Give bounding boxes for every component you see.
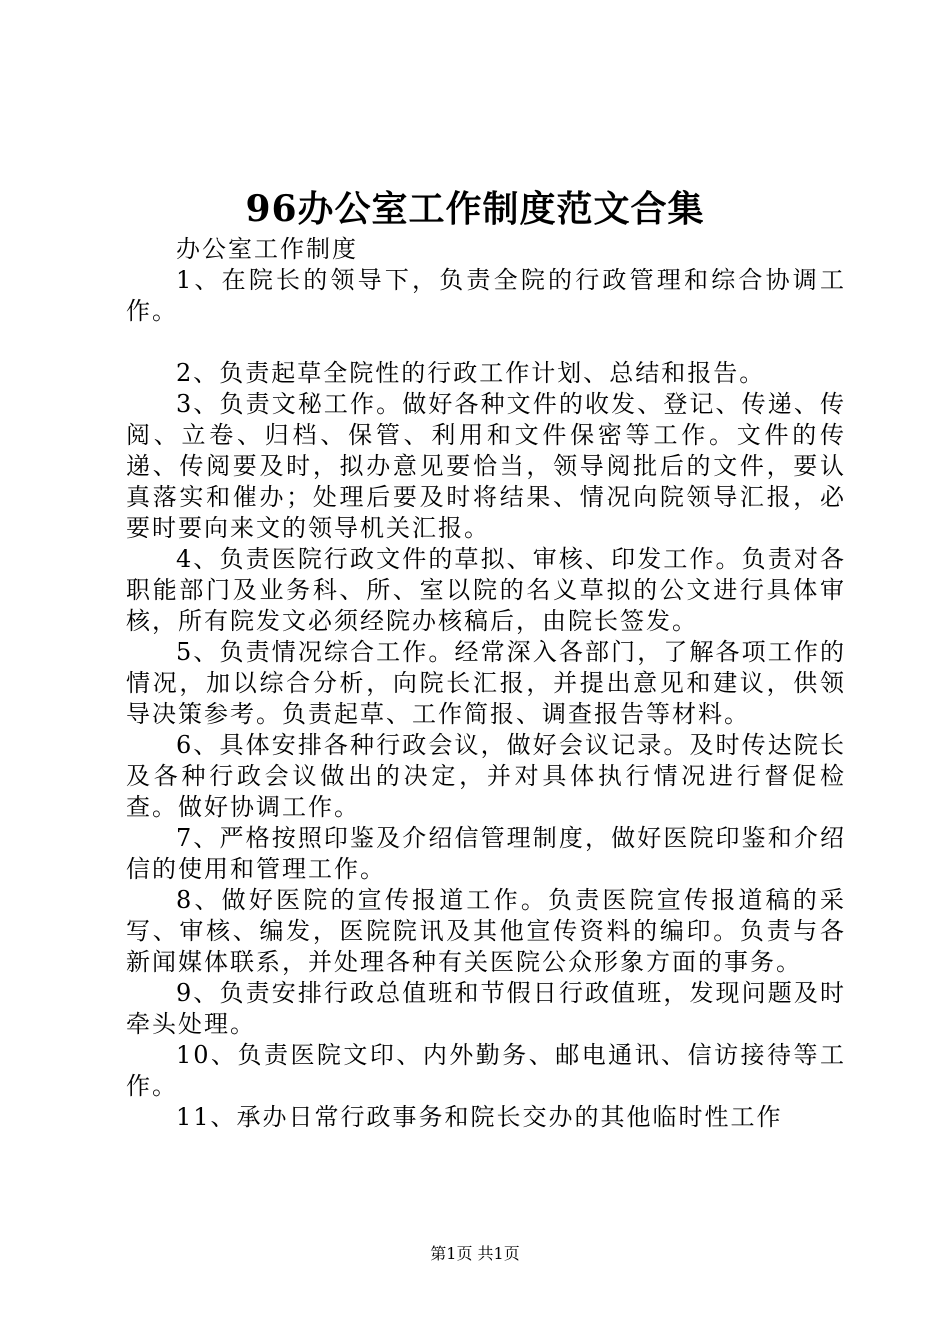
- paragraph-item-2: 2、负责起草全院性的行政工作计划、总结和报告。: [176, 359, 766, 387]
- paragraph-item-8: 8、做好医院的宣传报道工作。负责医院宣传报道稿的采写、审核、编发，医院院讯及其他宣传资料的编印。负责与各新闻媒体联系，并处理各种有关医院公众形象方面的事务。: [126, 886, 846, 976]
- paragraph-item-3: 3、负责文秘工作。做好各种文件的收发、登记、传递、传阅、立卷、归档、保管、利用和文件保密等工作。文件的传递、传阅要及时，拟办意见要恰当，领导阅批后的文件，要认真落实和催办；处理后要及时将结果、情况向院领导汇报，必要时要向来文的领导机关汇报。: [126, 390, 846, 542]
- paragraph-item-1: 1、在院长的领导下，负责全院的行政管理和综合协调工作。: [126, 266, 846, 325]
- section-heading: 办公室工作制度: [176, 235, 358, 263]
- paragraph-item-5: 5、负责情况综合工作。经常深入各部门，了解各项工作的情况，加以综合分析，向院长汇报，并提出意见和建议，供领导决策参考。负责起草、工作简报、调查报告等材料。: [126, 638, 846, 728]
- paragraph-item-11: 11、承办日常行政事务和院长交办的其他临时性工作: [176, 1103, 783, 1131]
- page-footer: 第1页 共1页: [430, 1244, 520, 1263]
- paragraph-item-10: 10、负责医院文印、内外勤务、邮电通讯、信访接待等工作。: [126, 1041, 846, 1100]
- paragraph-item-7: 7、严格按照印鉴及介绍信管理制度，做好医院印鉴和介绍信的使用和管理工作。: [126, 824, 846, 883]
- paragraph-item-6: 6、具体安排各种行政会议，做好会议记录。及时传达院长及各种行政会议做出的决定，并对具体执行情况进行督促检查。做好协调工作。: [126, 731, 846, 821]
- paragraph-item-9: 9、负责安排行政总值班和节假日行政值班，发现问题及时牵头处理。: [126, 979, 846, 1038]
- paragraph-item-4: 4、负责医院行政文件的草拟、审核、印发工作。负责对各职能部门及业务科、所、室以院的名义草拟的公文进行具体审核，所有院发文必须经院办核稿后，由院长签发。: [126, 545, 846, 635]
- document-title: 96办公室工作制度范文合集: [245, 188, 705, 230]
- document-body: [126, 234, 846, 1133]
